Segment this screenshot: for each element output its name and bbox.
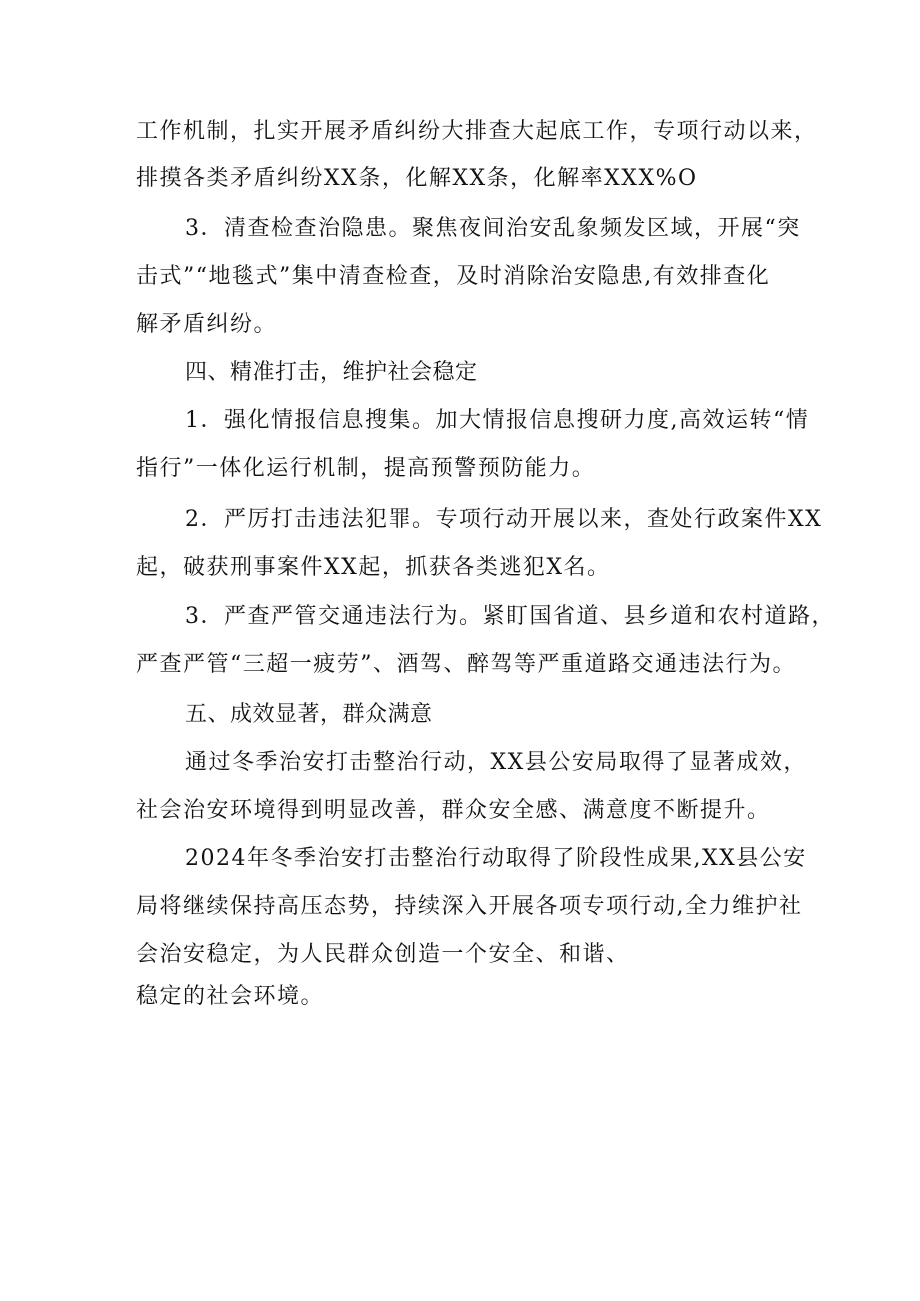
paragraph-line: 2024年冬季治安打击整治行动取得了阶段性成果,XX县公安 [185,846,807,871]
paragraph-line: 会治安稳定，为人民群众创造一个安全、和谐、 [136,942,630,967]
paragraph-line: 3．严查严管交通违法行为。紧盯国省道、县乡道和农村道路， [185,604,835,629]
paragraph-line: 工作机制，扎实开展矛盾纠纷大排查大起底工作，专项行动以来， [136,119,818,144]
paragraph-line: 解矛盾纠纷。 [136,312,278,337]
paragraph-line: 起，破获刑事案件XX起，抓获各类逃犯X名。 [136,555,611,580]
paragraph-line: 局将继续保持高压态势，持续深入开展各项专项行动,全力维护社 [136,894,803,919]
paragraph-line: 排摸各类矛盾纠纷XX条，化解XX条，化解率XXX%O [136,166,698,191]
paragraph-line: 通过冬季治安打击整治行动，XX县公安局取得了显著成效， [185,750,807,775]
section-heading-5: 五、成效显著，群众满意 [185,702,433,727]
paragraph-line: 社会治安环境得到明显改善，群众安全感、满意度不断提升。 [136,798,771,823]
section-heading-4: 四、精准打击，维护社会稳定 [185,360,478,385]
paragraph-line: 稳定的社会环境。 [136,984,325,1009]
paragraph-line: 2．严厉打击违法犯罪。专项行动开展以来，查处行政案件XX [185,507,823,532]
paragraph-line: 3．清查检查治隐患。聚焦夜间治安乱象频发区域，开展“突 [185,216,801,241]
paragraph-line: 严查严管“三超一疲劳”、酒驾、醉驾等严重道路交通违法行为。 [136,652,796,677]
paragraph-line: 指行”一体化运行机制，提高预警预防能力。 [136,456,596,481]
paragraph-line: 击式”“地毯式”集中清查检查，及时消除治安隐患,有效排查化 [136,264,771,289]
paragraph-line: 1．强化情报信息搜集。加大情报信息搜研力度,高效运转“情 [185,408,810,433]
